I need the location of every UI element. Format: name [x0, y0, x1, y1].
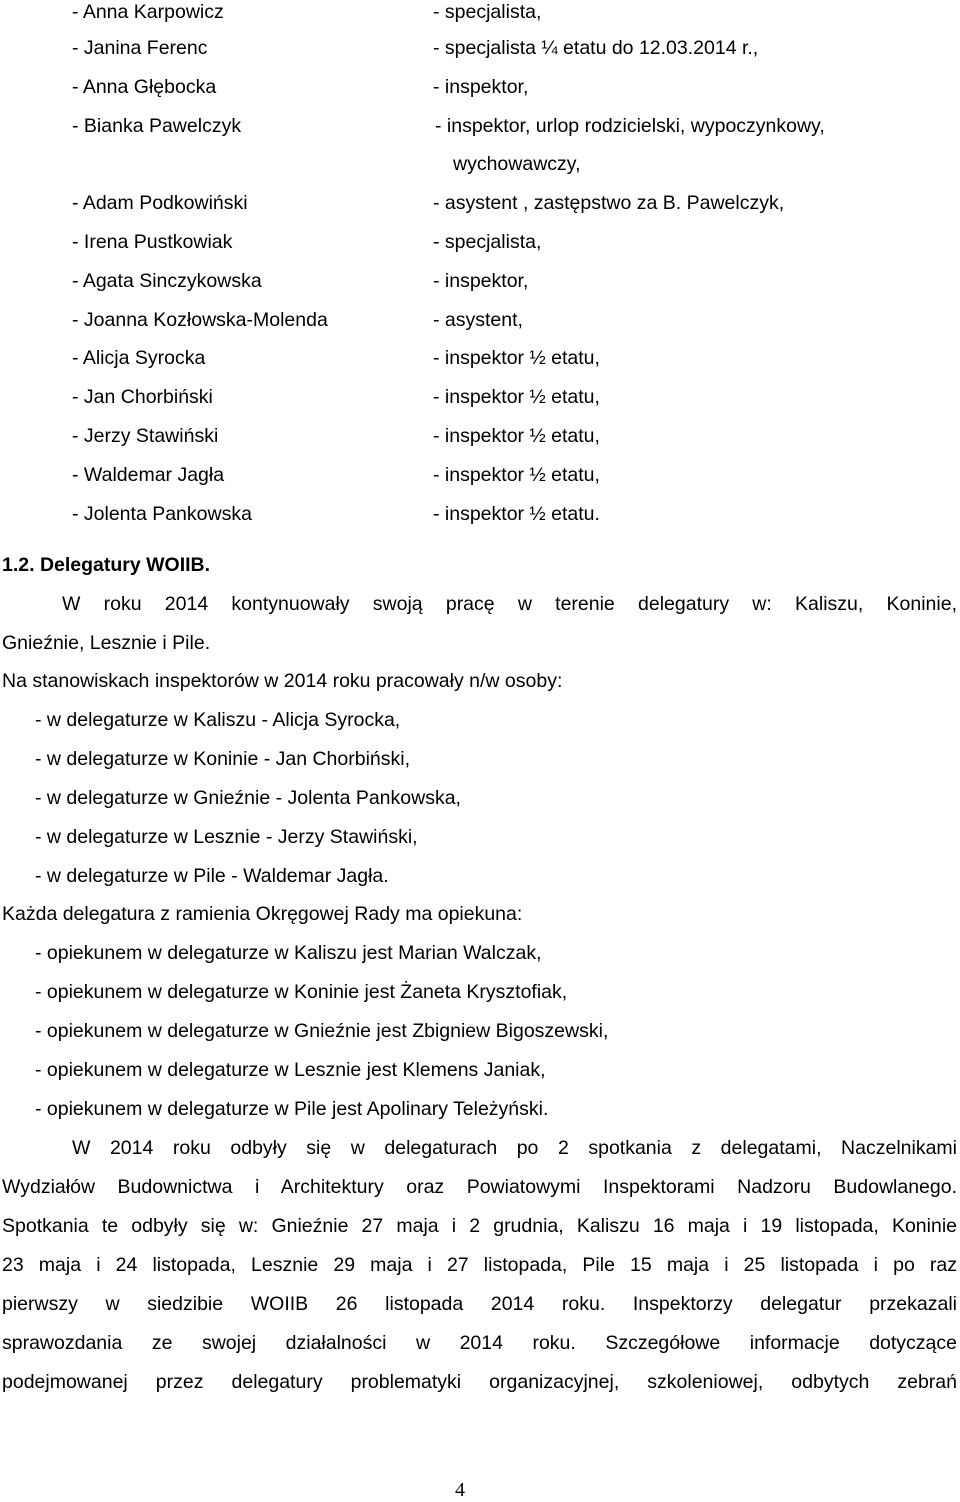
inspector-item: - w delegaturze w Kaliszu - Alicja Syrocka, — [35, 709, 401, 731]
staff-name: - Jan Chorbiński — [72, 386, 213, 408]
meetings-paragraph-line: 23 maja i 24 listopada, Lesznie 29 maja i 27 listopada, Pile 15 maja i 25 listopada i po raz — [2, 1254, 957, 1276]
guardians-intro: Każda delegatura z ramienia Okręgowej Rady ma opiekuna: — [2, 903, 523, 925]
meetings-paragraph-line: Wydziałów Budownictwa i Architektury oraz Powiatowymi Inspektorami Nadzoru Budowlanego. — [2, 1176, 957, 1198]
inspectors-intro: Na stanowiskach inspektorów w 2014 roku pracowały n/w osoby: — [2, 670, 563, 692]
staff-role: - inspektor ½ etatu, — [433, 464, 600, 486]
inspector-item: - w delegaturze w Gnieźnie - Jolenta Pankowska, — [35, 787, 461, 809]
staff-role: - specjalista, — [433, 231, 542, 253]
staff-role-continued: wychowawczy, — [453, 153, 581, 175]
staff-name: - Anna Karpowicz — [72, 1, 224, 23]
guardian-item: - opiekunem w delegaturze w Lesznie jest Klemens Janiak, — [35, 1059, 546, 1081]
inspector-item: - w delegaturze w Lesznie - Jerzy Stawiński, — [35, 826, 418, 848]
staff-role: - inspektor ½ etatu, — [433, 425, 600, 447]
inspector-item: - w delegaturze w Pile - Waldemar Jagła. — [35, 865, 389, 887]
staff-name: - Jolenta Pankowska — [72, 503, 252, 525]
meetings-paragraph-line: pierwszy w siedzibie WOIIB 26 listopada 2014 roku. Inspektorzy delegatur przekazali — [2, 1293, 957, 1315]
staff-role: - inspektor, urlop rodzicielski, wypoczynkowy, — [435, 115, 825, 137]
guardian-item: - opiekunem w delegaturze w Gnieźnie jest Zbigniew Bigoszewski, — [35, 1020, 609, 1042]
staff-name: - Agata Sinczykowska — [72, 270, 262, 292]
staff-name: - Joanna Kozłowska-Molenda — [72, 309, 328, 331]
staff-role: - specjalista ¼ etatu do 12.03.2014 r., — [433, 37, 759, 59]
staff-role: - inspektor ½ etatu, — [433, 347, 600, 369]
guardian-item: - opiekunem w delegaturze w Koninie jest Żaneta Krysztofiak, — [35, 981, 568, 1003]
intro-paragraph-line: W roku 2014 kontynuowały swoją pracę w terenie delegatury w: Kaliszu, Koninie, — [62, 593, 957, 615]
staff-role: - inspektor ½ etatu, — [433, 386, 600, 408]
staff-role: - inspektor, — [433, 76, 529, 98]
meetings-paragraph-line: Spotkania te odbyły się w: Gnieźnie 27 maja i 2 grudnia, Kaliszu 16 maja i 19 listopada, Koninie — [2, 1215, 957, 1237]
staff-role: - inspektor ½ etatu. — [433, 503, 600, 525]
staff-name: - Bianka Pawelczyk — [72, 115, 242, 137]
staff-name: - Adam Podkowiński — [72, 192, 248, 214]
staff-name: - Janina Ferenc — [72, 37, 208, 59]
staff-name: - Alicja Syrocka — [72, 347, 206, 369]
staff-name: - Irena Pustkowiak — [72, 231, 233, 253]
staff-role: - asystent, — [433, 309, 523, 331]
staff-role: - inspektor, — [433, 270, 529, 292]
meetings-paragraph-line: sprawozdania ze swojej działalności w 2014 roku. Szczegółowe informacje dotyczące — [2, 1332, 957, 1354]
guardian-item: - opiekunem w delegaturze w Pile jest Apolinary Teleżyński. — [35, 1098, 549, 1120]
meetings-paragraph-line: podejmowanej przez delegatury problematyki organizacyjnej, szkoleniowej, odbytych zebrań — [2, 1371, 957, 1393]
meetings-paragraph-line: W 2014 roku odbyły się w delegaturach po 2 spotkania z delegatami, Naczelnikami — [72, 1137, 957, 1159]
staff-name: - Waldemar Jagła — [72, 464, 225, 486]
staff-name: - Jerzy Stawiński — [72, 425, 219, 447]
inspector-item: - w delegaturze w Koninie - Jan Chorbiński, — [35, 748, 411, 770]
staff-name: - Anna Głębocka — [72, 76, 217, 98]
page-number: 4 — [455, 1479, 465, 1501]
staff-role: - specjalista, — [433, 1, 542, 23]
intro-paragraph-line: Gnieźnie, Lesznie i Pile. — [2, 632, 211, 654]
staff-role: - asystent , zastępstwo za B. Pawelczyk, — [433, 192, 785, 214]
section-heading: 1.2. Delegatury WOIIB. — [2, 554, 211, 576]
guardian-item: - opiekunem w delegaturze w Kaliszu jest Marian Walczak, — [35, 942, 542, 964]
